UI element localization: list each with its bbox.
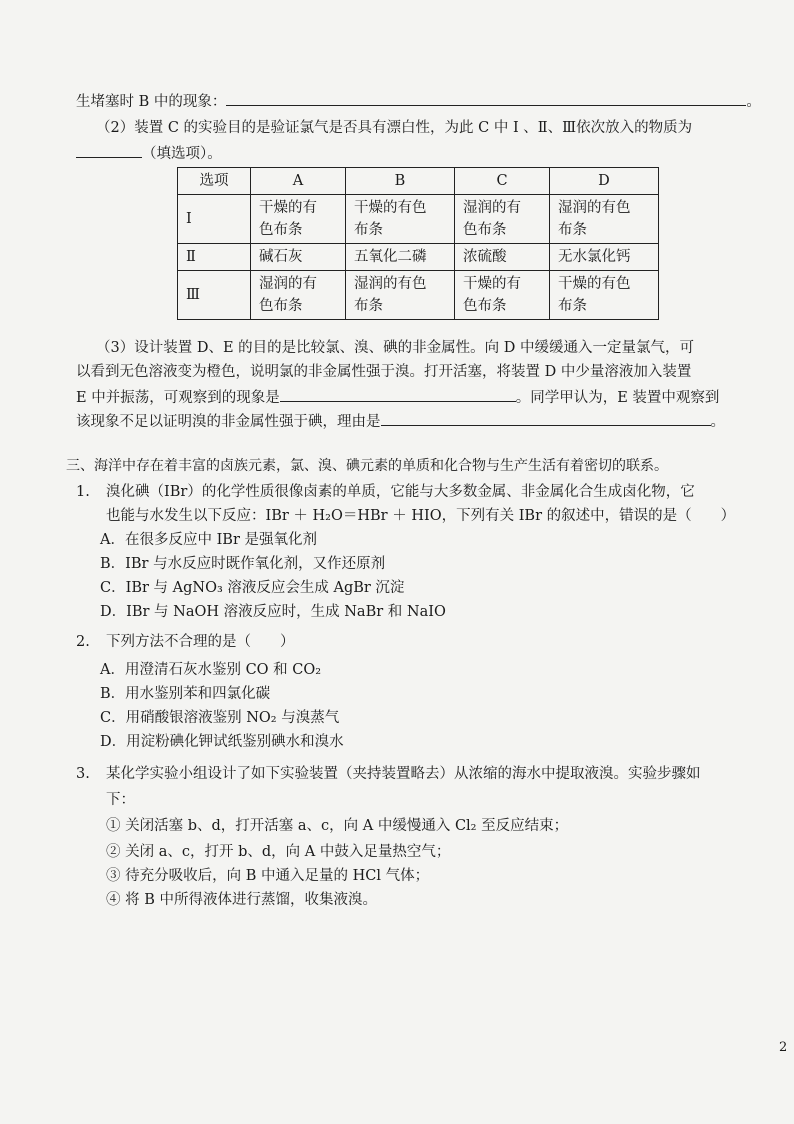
item1-line1: 溴化碘（IBr）的化学性质很像卤素的单质，它能与大多数金属、非金属化合生成卤化物，它 [106,484,695,500]
answer-blank [280,386,516,402]
answer-blank [76,142,142,158]
step-item: ② 关闭 a、c，打开 b、d，向 A 中鼓入足量热空气； [106,844,451,860]
option-item: A．在很多反应中 IBr 是强氧化剂 [100,532,318,548]
q1-tail-line: 生堵塞时 B 中的现象： 。 [76,90,761,112]
q1-tail-text: 生堵塞时 B 中的现象： [76,94,227,110]
q2-line1: （2）装置 C 的实验目的是验证氯气是否具有漂白性，为此 C 中 Ⅰ 、Ⅱ、Ⅲ依次放入的物质为 [96,120,693,136]
table-row: Ⅰ 干燥的有 色布条 干燥的有色 布条 湿润的有 色布条 湿润的有色 布条 [178,195,659,244]
option-item: B．IBr 与水反应时既作氧化剂，又作还原剂 [100,556,386,572]
step-item: ④ 将 B 中所得液体进行蒸馏，收集液溴。 [106,892,377,908]
q3-line4: 该现象不足以证明溴的非金属性强于碘，理由是 。 [76,410,725,432]
item3-line1: 某化学实验小组设计了如下实验装置（夹持装置略去）从浓缩的海水中提取液溴。实验步骤如 [106,766,701,782]
option-item: D．IBr 与 NaOH 溶液反应时，生成 NaBr 和 NaIO [100,604,446,620]
q3-line3: E 中并振荡，可观察到的现象是 。同学甲认为，E 装置中观察到 [76,386,719,408]
item1-line2: 也能与水发生以下反应：IBr ＋ H₂O＝HBr ＋ HIO，下列有关 IBr 的叙述中，错误的是（ ） [106,508,736,524]
option-item: D．用淀粉碘化钾试纸鉴别碘水和溴水 [100,734,344,750]
section-title: 三、海洋中存在着丰富的卤族元素，氯、溴、碘元素的单质和化合物与生产生活有着密切的联系。 [66,458,668,474]
option-item: A．用澄清石灰水鉴别 CO 和 CO₂ [100,662,322,678]
item1-num: 1. [76,484,90,500]
step-item: ① 关闭活塞 b、d，打开活塞 a、c，向 A 中缓慢通入 Cl₂ 至反应结束； [106,818,569,834]
option-item: C．用硝酸银溶液鉴别 NO₂ 与溴蒸气 [100,710,340,726]
option-item: B．用水鉴别苯和四氯化碳 [100,686,271,702]
page-number: 2 [779,1040,788,1055]
q2-line2: （填选项）。 [76,142,222,164]
item2-num: 2. [76,634,90,650]
item2-line1: 下列方法不合理的是（ ） [106,634,295,650]
item3-num: 3. [76,766,90,782]
options-table [177,167,659,320]
q3-line2: 以看到无色溶液变为橙色，说明氯的非金属性强于溴。打开活塞，将装置 D 中少量溶液加入装置 [76,364,692,380]
answer-blank [226,90,746,106]
table-row: Ⅱ 碱石灰 五氧化二磷 浓硫酸 无水氯化钙 [178,244,659,271]
q3-line1: （3）设计装置 D、E 的目的是比较氯、溴、碘的非金属性。向 D 中缓缓通入一定量氯气，可 [96,340,694,356]
table-header-row: 选项 A B C D [178,168,659,195]
table-row: Ⅲ 湿润的有 色布条 湿润的有色 布条 干燥的有 色布条 干燥的有色 布条 [178,271,659,320]
option-item: C．IBr 与 AgNO₃ 溶液反应会生成 AgBr 沉淀 [100,580,405,596]
step-item: ③ 待充分吸收后，向 B 中通入足量的 HCl 气体； [106,868,430,884]
item3-line2: 下： [106,792,135,808]
answer-blank [381,410,711,426]
